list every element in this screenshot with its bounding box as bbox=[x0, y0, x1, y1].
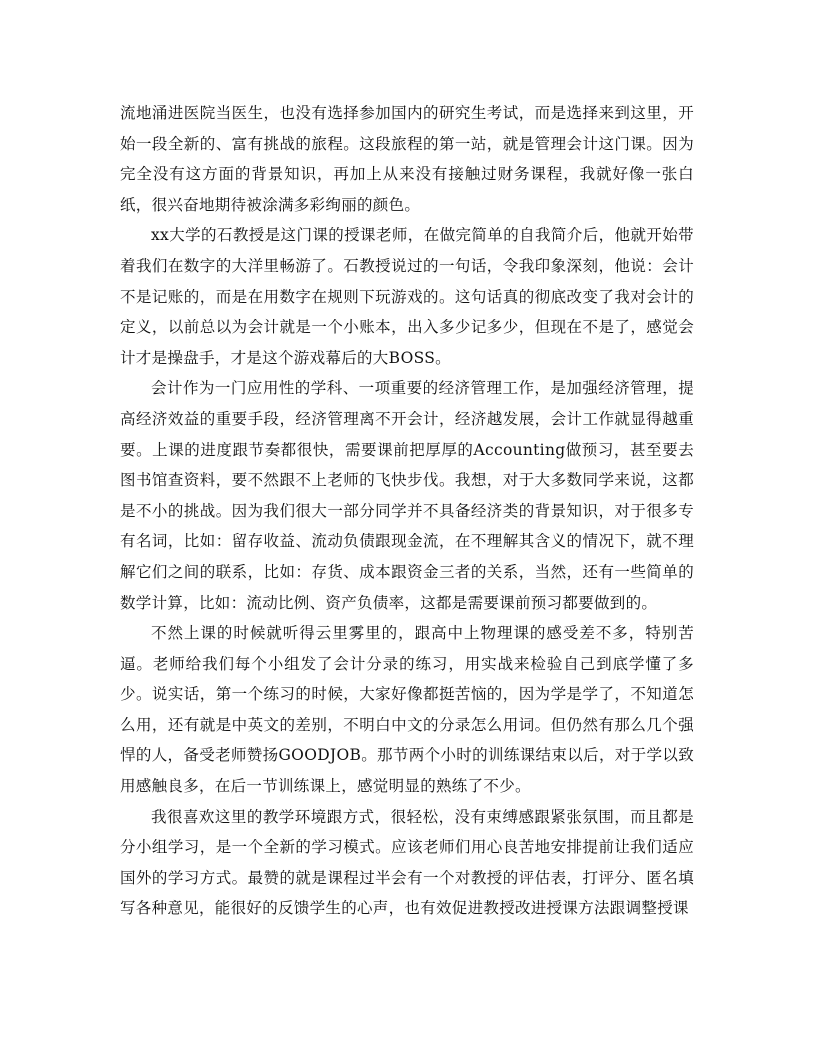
paragraph: 流地涌进医院当医生，也没有选择参加国内的研究生考试，而是选择来到这里，开始一段全新的、富有挑战的旅程。这段旅程的第一站，就是管理会计这门课。因为完全没有这方面的背景知识，再加上从来没有接触过财务课程，我就好像一张白纸，很兴奋地期待被涂满多彩绚丽的颜色。 bbox=[120, 104, 694, 214]
document-body bbox=[120, 98, 694, 924]
paragraph: 会计作为一门应用性的学科、一项重要的经济管理工作，是加强经济管理，提高经济效益的重要手段，经济管理离不开会计，经济越发展，会计工作就显得越重要。上课的进度跟节奏都很快，需要课前把厚厚的Accounting做预习，甚至要去图书馆查资料，要不然跟不上老师的飞快步伐。我想，对于大多数同学来说，这都是不小的挑战。因为我们很大一部分同学并不具备经济类的背景知识，对于很多专有名词，比如：留存收益、流动负债跟现金流，在不理解其含义的情况下，就不理解它们之间的联系，比如：存货、成本跟资金三者的关系，当然，还有一些简单的数学计算，比如：流动比例、资产负债率，这都是需要课前预习都要做到的。 bbox=[120, 379, 694, 612]
paragraph: 我很喜欢这里的教学环境跟方式，很轻松，没有束缚感跟紧张氛围，而且都是分小组学习，是一个全新的学习模式。应该老师们用心良苦地安排提前让我们适应国外的学习方式。最赞的就是课程过半会有一个对教授的评估表，打评分、匿名填写各种意见，能很好的反馈学生的心声，也有效促进教授改进授课方法跟调整授课 bbox=[120, 807, 694, 918]
paragraph: xx大学的石教授是这门课的授课老师，在做完简单的自我简介后，他就开始带着我们在数字的大洋里畅游了。石教授说过的一句话，令我印象深刻，他说：会计不是记账的，而是在用数字在规则下玩游戏的。这句话真的彻底改变了我对会计的定义，以前总以为会计就是一个小账本，出入多少记多少，但现在不是了，感觉会计才是操盘手，才是这个游戏幕后的大BOSS。 bbox=[120, 226, 694, 367]
paragraph: 不然上课的时候就听得云里雾里的，跟高中上物理课的感受差不多，特别苦逼。老师给我们每个小组发了会计分录的练习，用实战来检验自己到底学懂了多少。说实话，第一个练习的时候，大家好像都挺苦恼的，因为学是学了，不知道怎么用，还有就是中英文的差别，不明白中文的分录怎么用词。但仍然有那么几个强悍的人，备受老师赞扬GOODJOB。那节两个小时的训练课结束以后，对于学以致用感触良多，在后一节训练课上，感觉明显的熟练了不少。 bbox=[120, 624, 694, 796]
